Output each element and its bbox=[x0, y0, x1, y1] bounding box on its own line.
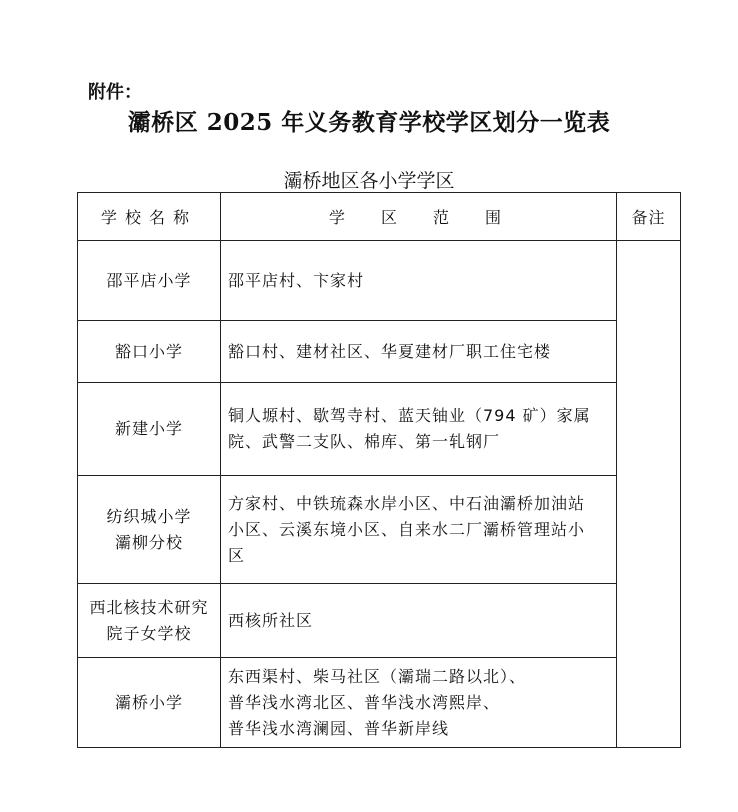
district-range-text: 东西渠村、柴马社区（灞瑞二路以北）、 bbox=[228, 666, 527, 686]
district-range-text: 普华浅水湾澜园、普华新岸线 bbox=[228, 718, 450, 738]
note-cell bbox=[617, 241, 681, 748]
school-name: 邵平店小学 bbox=[106, 270, 192, 290]
district-range-text: 铜人塬村、歇驾寺村、蓝天铀业（794 矿）家属 bbox=[228, 406, 591, 425]
table-row bbox=[78, 584, 681, 658]
district-range-text: 小区、云溪东境小区、自来水二厂灞桥管理站小 bbox=[228, 519, 586, 539]
school-name: 灞桥小学 bbox=[114, 692, 183, 712]
school-name-cell bbox=[78, 584, 221, 658]
table-row bbox=[78, 476, 681, 584]
district-range-cell bbox=[221, 321, 617, 383]
school-district-table bbox=[77, 192, 681, 748]
school-name: 院子女学校 bbox=[106, 623, 192, 643]
district-range-cell bbox=[221, 241, 617, 321]
column-header-note: 备注 bbox=[617, 193, 681, 241]
table-row bbox=[78, 383, 681, 476]
district-range-cell bbox=[221, 476, 617, 584]
table-row bbox=[78, 321, 681, 383]
district-range-text: 邵平店村、卞家村 bbox=[228, 270, 365, 290]
district-range-text: 院、武警二支队、棉库、第一轧钢厂 bbox=[228, 432, 501, 451]
district-range-cell bbox=[221, 658, 617, 748]
document-title: 灞桥区 2025 年义务教育学校学区划分一览表 bbox=[127, 109, 611, 136]
school-name: 灞柳分校 bbox=[114, 532, 183, 552]
district-range-cell bbox=[221, 383, 617, 476]
column-header-school: 学校名称 bbox=[78, 193, 221, 241]
school-name: 新建小学 bbox=[114, 419, 183, 438]
school-name-cell bbox=[78, 658, 221, 748]
school-name: 纺织城小学 bbox=[106, 506, 192, 526]
school-name: 西北核技术研究 bbox=[89, 597, 209, 617]
school-name: 豁口小学 bbox=[114, 341, 183, 361]
table-caption: 灞桥地区各小学学区 bbox=[283, 170, 455, 192]
district-range-cell bbox=[221, 584, 617, 658]
attachment-label: 附件： bbox=[88, 82, 142, 103]
school-name-cell bbox=[78, 383, 221, 476]
district-range-text: 方家村、中铁琉森水岸小区、中石油灞桥加油站 bbox=[228, 493, 586, 513]
table-header-row bbox=[78, 193, 681, 241]
district-range-text: 豁口村、建材社区、华夏建材厂职工住宅楼 bbox=[228, 341, 552, 361]
school-name-cell bbox=[78, 241, 221, 321]
district-range-text: 普华浅水湾北区、普华浅水湾熙岸、 bbox=[228, 692, 501, 712]
district-range-text: 区 bbox=[228, 545, 246, 565]
district-range-text: 西核所社区 bbox=[228, 610, 314, 630]
table-row bbox=[78, 241, 681, 321]
school-name-cell bbox=[78, 476, 221, 584]
school-name-cell bbox=[78, 321, 221, 383]
column-header-range: 学区范围 bbox=[221, 193, 617, 241]
table-row bbox=[78, 658, 681, 748]
